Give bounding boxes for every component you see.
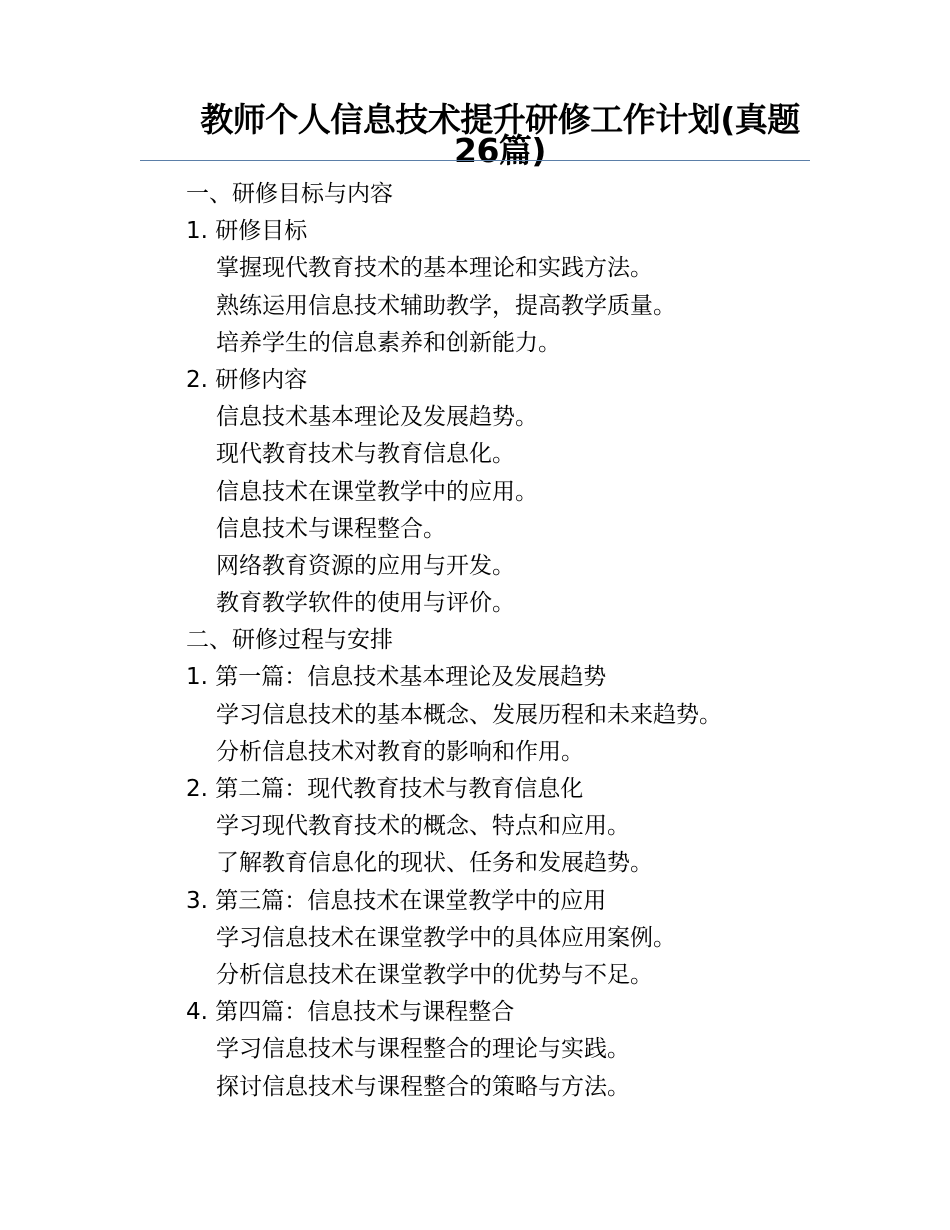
section-heading-line: 1. 研修目标 — [186, 218, 308, 245]
body-text-line: 信息技术在课堂教学中的应用。 — [216, 478, 538, 505]
body-text-line: 学习信息技术在课堂教学中的具体应用案例。 — [216, 924, 676, 951]
body-text-line: 熟练运用信息技术辅助教学，提高教学质量。 — [216, 292, 676, 319]
body-text-line: 教育教学软件的使用与评价。 — [216, 590, 515, 617]
document-title: 教师个人信息技术提升研修工作计划(真题26篇) — [200, 100, 800, 170]
body-text-line: 网络教育资源的应用与开发。 — [216, 552, 515, 579]
section-heading-line: 2. 研修内容 — [186, 366, 308, 393]
body-text-line: 信息技术与课程整合。 — [216, 515, 446, 542]
body-text-line: 现代教育技术与教育信息化。 — [216, 441, 515, 468]
section-heading-line: 4. 第四篇：信息技术与课程整合 — [186, 999, 515, 1026]
title-underline — [140, 160, 810, 161]
section-heading-line: 1. 第一篇：信息技术基本理论及发展趋势 — [186, 664, 607, 691]
section-heading-line: 3. 第三篇：信息技术在课堂教学中的应用 — [186, 887, 607, 914]
section-heading-line: 二、研修过程与安排 — [186, 627, 393, 654]
body-text-line: 探讨信息技术与课程整合的策略与方法。 — [216, 1073, 630, 1100]
body-text-line: 掌握现代教育技术的基本理论和实践方法。 — [216, 255, 653, 282]
body-text-line: 信息技术基本理论及发展趋势。 — [216, 404, 538, 431]
body-text-line: 学习现代教育技术的概念、特点和应用。 — [216, 813, 630, 840]
section-heading-line: 2. 第二篇：现代教育技术与教育信息化 — [186, 776, 584, 802]
section-heading-line: 一、研修目标与内容 — [186, 181, 393, 207]
body-text-line: 分析信息技术对教育的影响和作用。 — [216, 738, 584, 765]
document-body — [186, 176, 826, 1106]
body-text-line: 学习信息技术的基本概念、发展历程和未来趋势。 — [216, 701, 722, 728]
body-text-line: 分析信息技术在课堂教学中的优势与不足。 — [216, 961, 653, 988]
body-text-line: 了解教育信息化的现状、任务和发展趋势。 — [216, 850, 653, 877]
body-text-line: 学习信息技术与课程整合的理论与实践。 — [216, 1036, 630, 1063]
body-text-line: 培养学生的信息素养和创新能力。 — [216, 329, 561, 356]
